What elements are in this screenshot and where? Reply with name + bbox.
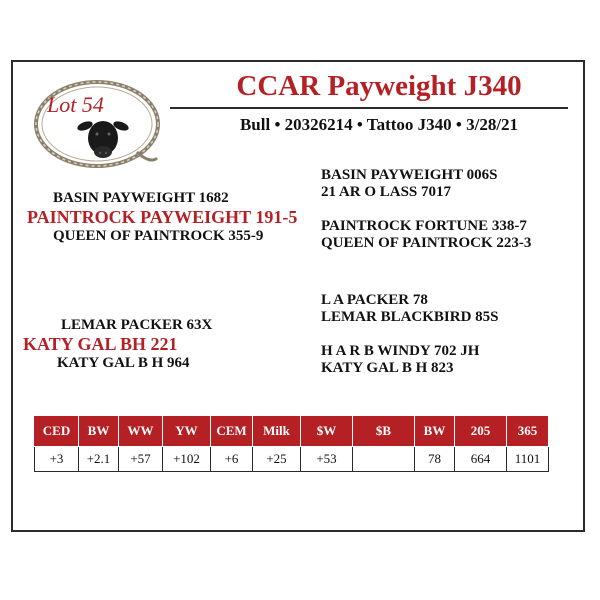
dam-sire: LEMAR PACKER 63X bbox=[61, 317, 213, 333]
epd-value-row bbox=[35, 447, 549, 472]
epd-value-milk: +25 bbox=[253, 447, 301, 472]
epd-header-bw: BW bbox=[79, 416, 119, 447]
epd-value-ced: +3 bbox=[35, 447, 79, 472]
dam-dam: KATY GAL B H 964 bbox=[57, 355, 190, 371]
epd-header-b-index: $B bbox=[353, 416, 415, 447]
epd-value-b-index bbox=[353, 447, 415, 472]
epd-header-ced: CED bbox=[35, 416, 79, 447]
sire-sire-sire: BASIN PAYWEIGHT 006S bbox=[321, 167, 498, 183]
animal-details: Bull • 20326214 • Tattoo J340 • 3/28/21 bbox=[239, 115, 519, 134]
actual-value-365: 1101 bbox=[507, 447, 549, 472]
epd-header-yw: YW bbox=[163, 416, 211, 447]
actual-header-bw: BW bbox=[415, 416, 455, 447]
epd-header-w-index: $W bbox=[301, 416, 353, 447]
epd-value-bw: +2.1 bbox=[79, 447, 119, 472]
dam-sire-dam: LEMAR BLACKBIRD 85S bbox=[321, 309, 499, 325]
epd-header-cem: CEM bbox=[211, 416, 253, 447]
dam-sire-sire: L A PACKER 78 bbox=[321, 292, 428, 308]
actual-header-365: 365 bbox=[507, 416, 549, 447]
title-divider bbox=[170, 107, 568, 109]
epd-value-cem: +6 bbox=[211, 447, 253, 472]
sire-dam-dam: QUEEN OF PAINTROCK 223-3 bbox=[321, 235, 532, 251]
sire: PAINTROCK PAYWEIGHT 191-5 bbox=[27, 207, 298, 227]
rope-frame bbox=[33, 78, 161, 170]
sire-sire-dam: 21 AR O LASS 7017 bbox=[321, 184, 452, 200]
lot-number-label: Lot 54 bbox=[47, 92, 104, 117]
dam-dam-sire: H A R B WINDY 702 JH bbox=[321, 343, 480, 359]
dam-dam-dam: KATY GAL B H 823 bbox=[321, 360, 454, 376]
lot-logo bbox=[33, 78, 161, 170]
sire-dam-sire: PAINTROCK FORTUNE 338-7 bbox=[321, 218, 527, 234]
dam: KATY GAL BH 221 bbox=[23, 334, 178, 354]
epd-header-ww: WW bbox=[119, 416, 163, 447]
epd-header-row bbox=[35, 416, 549, 447]
actual-value-205: 664 bbox=[455, 447, 507, 472]
bull-head-icon bbox=[76, 120, 130, 158]
epd-value-ww: +57 bbox=[119, 447, 163, 472]
actual-value-bw: 78 bbox=[415, 447, 455, 472]
sire-sire: BASIN PAYWEIGHT 1682 bbox=[53, 190, 229, 206]
sire-dam: QUEEN OF PAINTROCK 355-9 bbox=[53, 228, 264, 244]
epd-value-w-index: +53 bbox=[301, 447, 353, 472]
animal-title: CCAR Payweight J340 bbox=[236, 70, 522, 102]
actual-header-205: 205 bbox=[455, 416, 507, 447]
epd-table bbox=[34, 415, 549, 472]
epd-header-milk: Milk bbox=[253, 416, 301, 447]
epd-value-yw: +102 bbox=[163, 447, 211, 472]
lot-card bbox=[11, 60, 585, 532]
